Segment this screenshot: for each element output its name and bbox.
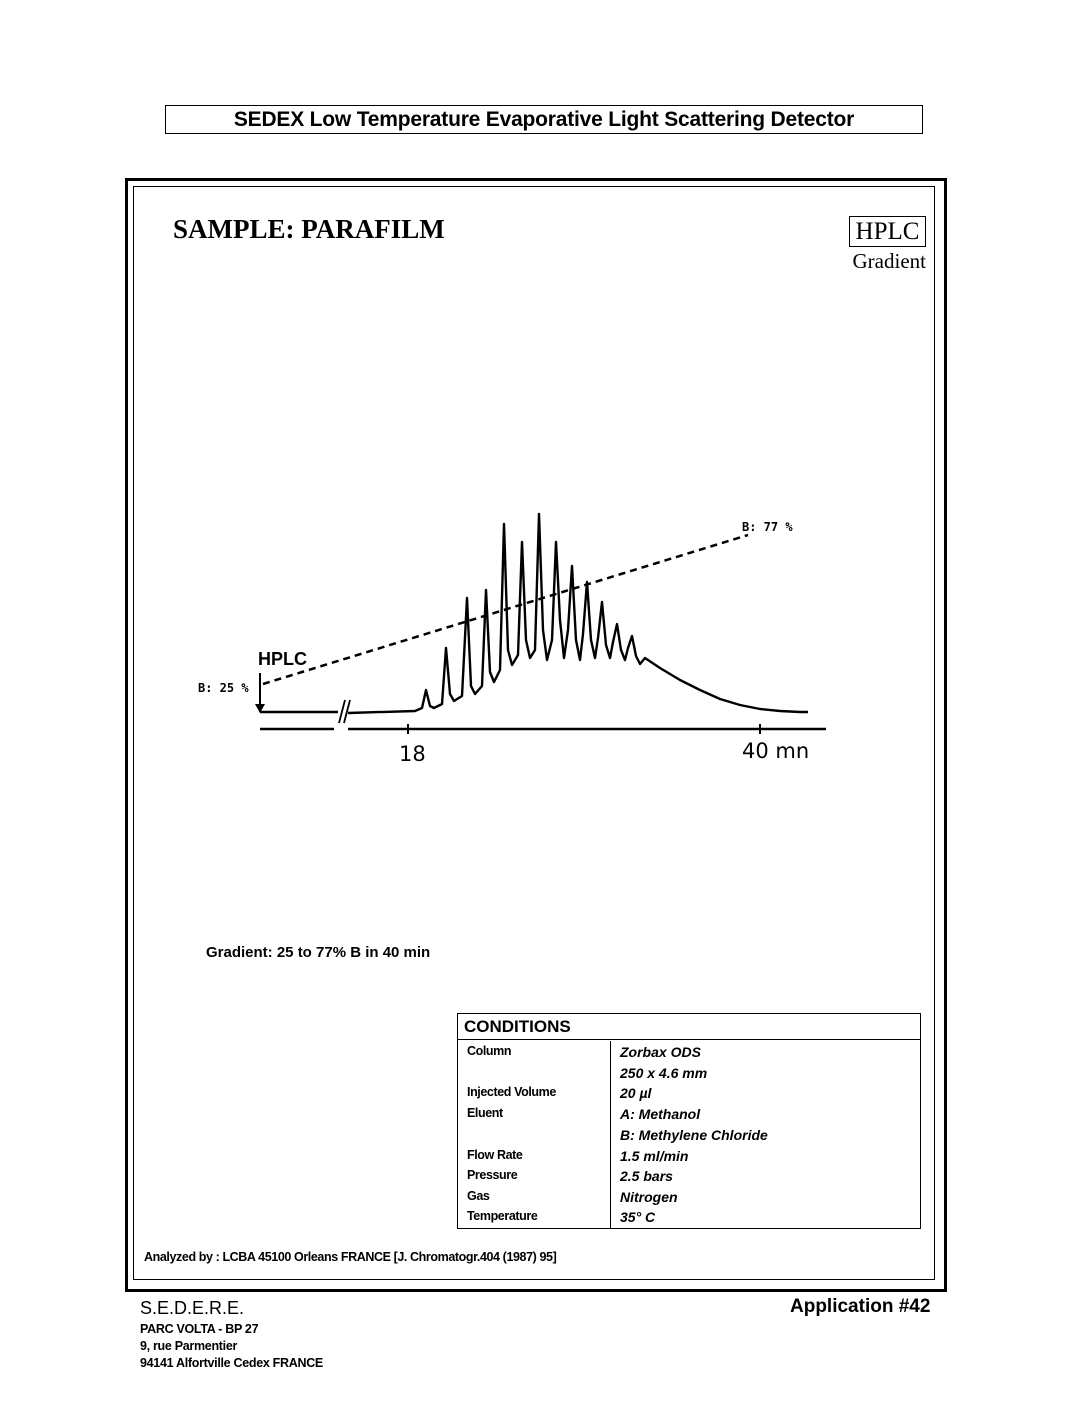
condition-label: Pressure: [467, 1168, 518, 1182]
conditions-row: [458, 1065, 920, 1086]
condition-label: Injected Volume: [467, 1085, 556, 1099]
conditions-row: [458, 1127, 920, 1148]
condition-label: Gas: [467, 1189, 490, 1203]
end-gradient-label: B: 77 %: [742, 520, 793, 534]
document-title: SEDEX Low Temperature Evaporative Light Scattering Detector: [165, 105, 923, 134]
condition-value: 250 x 4.6 mm: [620, 1065, 708, 1081]
application-number: Application #42: [790, 1296, 931, 1317]
company-name: S.E.D.E.R.E.: [140, 1298, 245, 1318]
condition-label: Flow Rate: [467, 1148, 523, 1162]
chromatogram: [190, 490, 840, 780]
condition-value: A: Methanol: [620, 1106, 701, 1122]
condition-label: Eluent: [467, 1106, 503, 1120]
conditions-row: [458, 1189, 920, 1210]
conditions-row: [458, 1209, 920, 1230]
technique-mode: Gradient: [852, 249, 926, 273]
address-line: PARC VOLTA - BP 27: [140, 1322, 259, 1336]
sample-title: SAMPLE: PARAFILM: [173, 214, 445, 244]
x-tick-label-start: 18: [399, 742, 426, 766]
condition-value: 35° C: [620, 1209, 656, 1225]
gradient-note: Gradient: 25 to 77% B in 40 min: [206, 944, 431, 961]
condition-value: 2.5 bars: [620, 1168, 673, 1184]
conditions-title: CONDITIONS: [458, 1014, 920, 1040]
conditions-row: [458, 1168, 920, 1189]
x-tick-label-end: 40 mn: [742, 739, 810, 763]
analyzed-by-note: Analyzed by : LCBA 45100 Orleans FRANCE [J. Chromatogr.404 (1987) 95]: [144, 1250, 557, 1264]
address-line: 9, rue Parmentier: [140, 1339, 238, 1353]
address-line: 94141 Alfortville Cedex FRANCE: [140, 1356, 323, 1370]
conditions-row: [458, 1148, 920, 1169]
technique-badge: HPLC: [849, 216, 926, 247]
conditions-table: [457, 1013, 921, 1229]
condition-value: Zorbax ODS: [620, 1044, 701, 1060]
condition-value: 20 µl: [620, 1085, 652, 1101]
condition-value: B: Methylene Chloride: [620, 1127, 768, 1143]
conditions-row: [458, 1085, 920, 1106]
conditions-row: [458, 1106, 920, 1127]
condition-value: Nitrogen: [620, 1189, 678, 1205]
condition-value: 1.5 ml/min: [620, 1148, 689, 1164]
chromatogram-trace: [348, 514, 808, 713]
condition-label: Column: [467, 1044, 512, 1058]
technique-trace-label: HPLC: [258, 649, 307, 669]
condition-label: Temperature: [467, 1209, 538, 1223]
conditions-row: [458, 1044, 920, 1065]
start-gradient-label: B: 25 %: [198, 681, 249, 695]
